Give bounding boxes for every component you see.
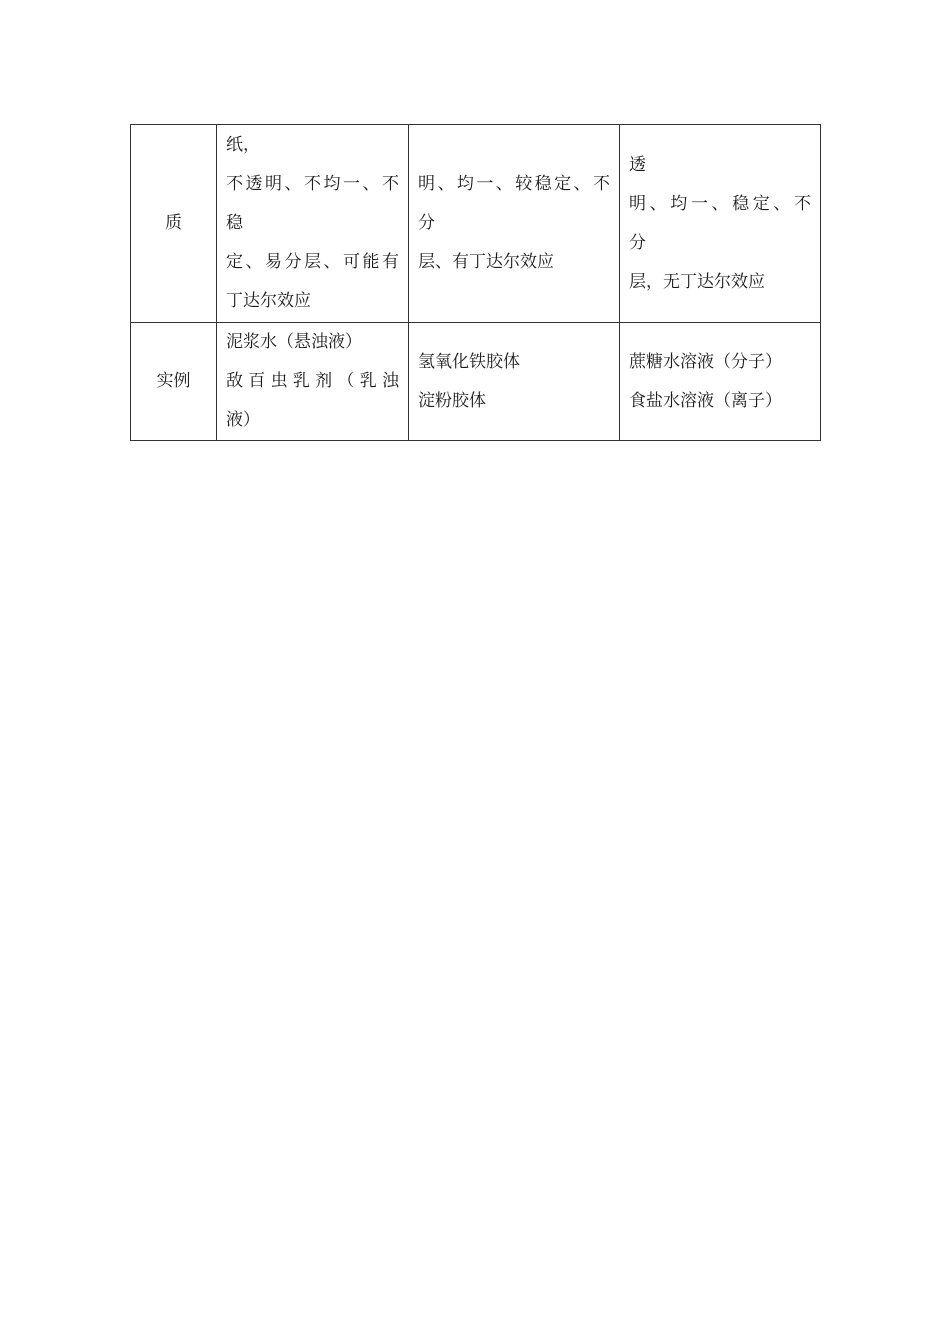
cell-line: 液） <box>226 410 260 430</box>
cell-line: 丁达尔效应 <box>226 291 311 311</box>
properties-table <box>130 124 821 441</box>
cell-line: 淀粉胶体 <box>418 390 486 411</box>
cell-line: 泥浆水（悬浊液） <box>226 332 362 352</box>
row-label-example: 实例 <box>131 323 217 441</box>
row-label-property: 质 <box>131 125 217 323</box>
cell-solution-example <box>620 323 821 441</box>
cell-line: 定、易分层、可能有 <box>226 252 399 272</box>
cell-line: 蔗糖水溶液（分子） <box>629 351 782 372</box>
cell-line: 明、均一、较稳定、不 <box>418 174 610 194</box>
cell-line: 氢氧化铁胶体 <box>418 351 520 372</box>
cell-line: 分 <box>629 232 646 253</box>
cell-line: 不透明、不均一、不 <box>226 174 399 194</box>
cell-line: 稳 <box>226 213 243 233</box>
cell-solution-property <box>620 125 821 323</box>
cell-line: 分 <box>418 213 435 233</box>
table-row-example <box>131 323 821 441</box>
cell-line: 透 <box>629 154 646 175</box>
cell-colloid-example <box>409 323 620 441</box>
cell-line: 层、有丁达尔效应 <box>418 252 554 272</box>
cell-colloid-property <box>409 125 620 323</box>
cell-line: 纸， <box>226 135 260 155</box>
cell-turbid-liquid-example <box>217 323 409 441</box>
cell-line: 食盐水溶液（离子） <box>629 390 782 411</box>
cell-line: 层，无丁达尔效应 <box>629 271 765 292</box>
table-row-property <box>131 125 821 323</box>
cell-line: 明、均一、稳定、不 <box>629 193 811 214</box>
cell-turbid-liquid-property <box>217 125 409 323</box>
cell-line: 敌百虫乳剂（乳浊 <box>226 371 399 391</box>
